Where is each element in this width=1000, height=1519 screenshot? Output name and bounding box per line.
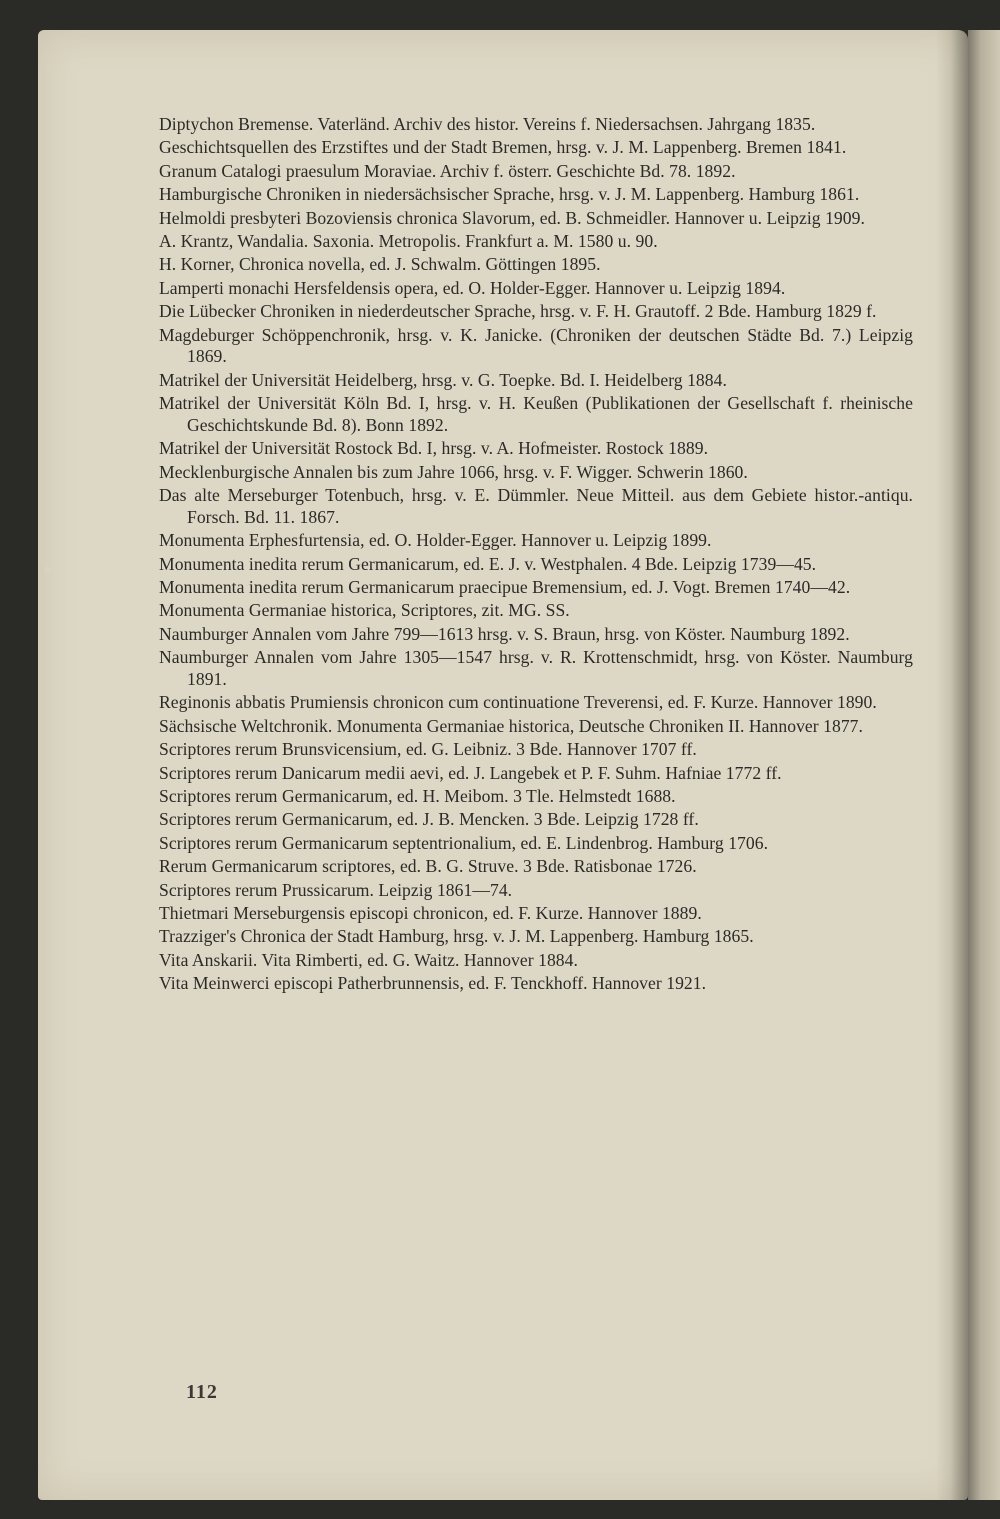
paper-speck: [44, 566, 51, 573]
bibliography-entry: Scriptores rerum Germanicarum septentrionalium, ed. E. Lindenbrog. Hamburg 1706.: [159, 832, 769, 853]
bibliography-entry: Vita Anskarii. Vita Rimberti, ed. G. Waitz. Hannover 1884.: [159, 949, 578, 970]
bibliography-entry: Reginonis abbatis Prumiensis chronicon cum continuatione Treverensi, ed. F. Kurze. Hannover 1890.: [159, 692, 877, 713]
bibliography-entry: Mecklenburgische Annalen bis zum Jahre 1066, hrsg. v. F. Wigger. Schwerin 1860.: [159, 461, 748, 482]
bibliography-entry: Matrikel der Universität Heidelberg, hrsg. v. G. Toepke. Bd. I. Heidelberg 1884.: [159, 369, 727, 390]
bibliography-entry: Monumenta Germaniae historica, Scriptores, zit. MG. SS.: [159, 600, 570, 621]
bibliography-entry: Magdeburger Schöppenchronik, hrsg. v. K. Janicke. (Chroniken der deutschen Städte Bd. 7.) Leipzig 1869.: [159, 324, 913, 367]
bibliography-entry: Helmoldi presbyteri Bozoviensis chronica Slavorum, ed. B. Schmeidler. Hannover u. Leipzig 1909.: [159, 207, 865, 228]
book-spine-shadow: [968, 30, 1000, 1500]
bibliography-entry: H. Korner, Chronica novella, ed. J. Schwalm. Göttingen 1895.: [159, 254, 601, 275]
bibliography-entry: Scriptores rerum Prussicarum. Leipzig 1861—74.: [159, 879, 513, 900]
bibliography-entry: Scriptores rerum Brunsvicensium, ed. G. Leibniz. 3 Bde. Hannover 1707 ff.: [159, 739, 697, 760]
bibliography-entry: Thietmari Merseburgensis episcopi chronicon, ed. F. Kurze. Hannover 1889.: [159, 902, 702, 923]
bibliography-entry: Monumenta inedita rerum Germanicarum, ed. E. J. v. Westphalen. 4 Bde. Leipzig 1739—45.: [159, 553, 817, 574]
bibliography-entry: Monumenta inedita rerum Germanicarum praecipue Bremensium, ed. J. Vogt. Bremen 1740—42.: [159, 577, 851, 598]
bibliography-entry: Rerum Germanicarum scriptores, ed. B. G. Struve. 3 Bde. Ratisbonae 1726.: [159, 856, 697, 877]
bibliography-entry: Die Lübecker Chroniken in niederdeutscher Sprache, hrsg. v. F. H. Grautoff. 2 Bde. Hamburg 1829 f.: [159, 301, 877, 322]
bibliography-entry: Scriptores rerum Germanicarum, ed. H. Meibom. 3 Tle. Helmstedt 1688.: [159, 785, 676, 806]
bibliography-entry: Naumburger Annalen vom Jahre 1305—1547 hrsg. v. R. Krottenschmidt, hrsg. von Köster. Naumburg 1891.: [159, 647, 913, 689]
bibliography-entry: Scriptores rerum Danicarum medii aevi, ed. J. Langebek et P. F. Suhm. Hafniae 1772 ff.: [159, 762, 782, 783]
bibliography-entry: Geschichtsquellen des Erzstiftes und der Stadt Bremen, hrsg. v. J. M. Lappenberg. Bremen 1841.: [159, 137, 847, 158]
bibliography-list: [159, 114, 913, 996]
bibliography-entry: Matrikel der Universität Rostock Bd. I, hrsg. v. A. Hofmeister. Rostock 1889.: [159, 438, 709, 459]
bibliography-entry: Naumburger Annalen vom Jahre 799—1613 hrsg. v. S. Braun, hrsg. von Köster. Naumburg 1892.: [159, 623, 850, 644]
bibliography-entry: Monumenta Erphesfurtensia, ed. O. Holder-Egger. Hannover u. Leipzig 1899.: [159, 530, 712, 551]
bibliography-entry: Scriptores rerum Germanicarum, ed. J. B. Mencken. 3 Bde. Leipzig 1728 ff.: [159, 809, 699, 830]
bibliography-entry: Diptychon Bremense. Vaterländ. Archiv des histor. Vereins f. Niedersachsen. Jahrgang 1835.: [159, 114, 816, 134]
bibliography-entry: Hamburgische Chroniken in niedersächsischer Sprache, hrsg. v. J. M. Lappenberg. Hamburg 1861.: [159, 184, 860, 205]
bibliography-entry: Lamperti monachi Hersfeldensis opera, ed. O. Holder-Egger. Hannover u. Leipzig 1894.: [159, 277, 786, 298]
page-number: 112: [186, 1381, 218, 1403]
bibliography-entry: Vita Meinwerci episcopi Patherbrunnensis, ed. F. Tenckhoff. Hannover 1921.: [159, 973, 707, 994]
bibliography-entry: Das alte Merseburger Totenbuch, hrsg. v. E. Dümmler. Neue Mitteil. aus dem Gebiete histor.-antiqu. Forsch. Bd. 11. 1867.: [159, 485, 913, 527]
bibliography-entry: Sächsische Weltchronik. Monumenta Germaniae historica, Deutsche Chroniken II. Hannover 1877.: [159, 715, 863, 736]
bibliography-entry: Trazziger's Chronica der Stadt Hamburg, hrsg. v. J. M. Lappenberg. Hamburg 1865.: [159, 926, 754, 947]
bibliography-entry: Matrikel der Universität Köln Bd. I, hrsg. v. H. Keußen (Publikationen der Gesellschaft f. rheinische Geschichtskunde Bd. 8). Bonn 1892.: [159, 393, 913, 435]
bibliography-entry: A. Krantz, Wandalia. Saxonia. Metropolis. Frankfurt a. M. 1580 u. 90.: [159, 230, 658, 251]
page-gutter-shadow: [936, 30, 968, 1500]
bibliography-entry: Granum Catalogi praesulum Moraviae. Archiv f. österr. Geschichte Bd. 78. 1892.: [159, 160, 736, 181]
